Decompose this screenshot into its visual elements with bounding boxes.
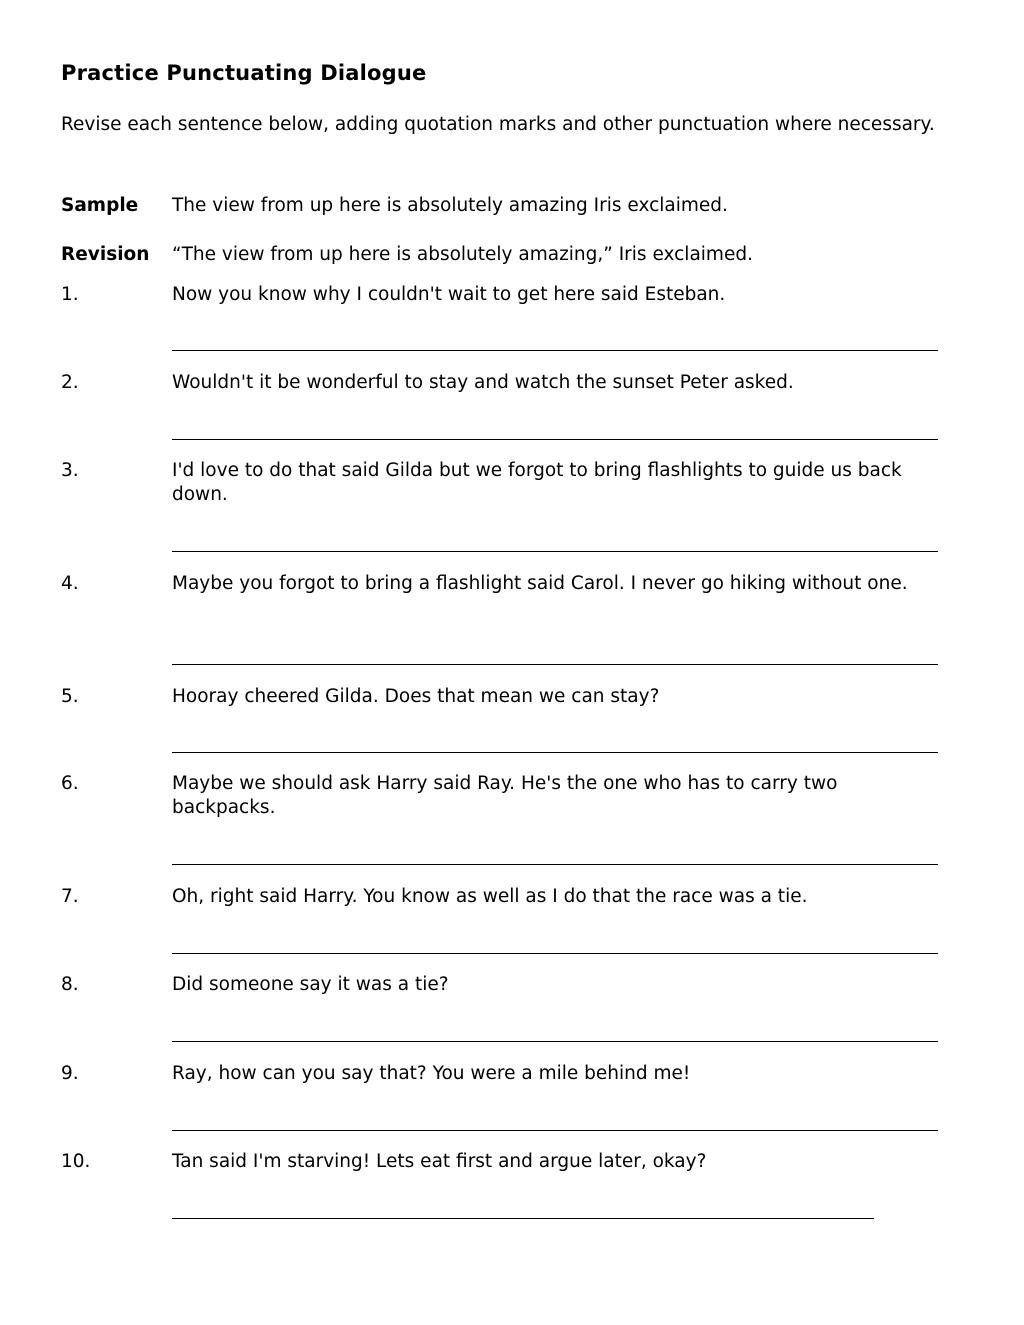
question-number: 2.: [61, 372, 79, 393]
answer-line[interactable]: [172, 1218, 874, 1219]
question-text: Tan said I'm starving! Lets eat first and argue later, okay?: [172, 1151, 707, 1172]
answer-line[interactable]: [172, 752, 938, 753]
answer-line[interactable]: [172, 953, 938, 954]
revision-label: Revision: [61, 244, 150, 265]
question-text: I'd love to do that said Gilda but we forgot to bring flashlights to guide us back down.: [172, 460, 902, 505]
sample-text: The view from up here is absolutely amazing Iris exclaimed.: [172, 195, 728, 216]
answer-line[interactable]: [172, 1130, 938, 1131]
question-text: Wouldn't it be wonderful to stay and watch the sunset Peter asked.: [172, 372, 794, 393]
sample-label: Sample: [61, 195, 139, 216]
question-number: 1.: [61, 284, 79, 305]
question-number: 3.: [61, 460, 79, 481]
question-number: 9.: [61, 1063, 79, 1084]
answer-line[interactable]: [172, 551, 938, 552]
revision-text: “The view from up here is absolutely amazing,” Iris exclaimed.: [172, 244, 753, 265]
page-title: Practice Punctuating Dialogue: [61, 61, 427, 85]
question-number: 8.: [61, 974, 79, 995]
question-text: Did someone say it was a tie?: [172, 974, 449, 995]
question-number: 7.: [61, 886, 79, 907]
question-number: 4.: [61, 573, 79, 594]
question-text: Oh, right said Harry. You know as well as I do that the race was a tie.: [172, 886, 808, 907]
answer-line[interactable]: [172, 439, 938, 440]
instructions: Revise each sentence below, adding quotation marks and other punctuation where necessary.: [61, 114, 935, 135]
answer-line[interactable]: [172, 350, 938, 351]
question-text: Hooray cheered Gilda. Does that mean we can stay?: [172, 686, 660, 707]
question-number: 6.: [61, 773, 79, 794]
answer-line[interactable]: [172, 1041, 938, 1042]
question-number: 10.: [61, 1151, 91, 1172]
question-text: Maybe you forgot to bring a flashlight said Carol. I never go hiking without one.: [172, 573, 908, 594]
answer-line[interactable]: [172, 864, 938, 865]
question-text: Ray, how can you say that? You were a mile behind me!: [172, 1063, 691, 1084]
question-text: Maybe we should ask Harry said Ray. He's the one who has to carry two backpacks.: [172, 773, 838, 818]
question-text: Now you know why I couldn't wait to get here said Esteban.: [172, 284, 726, 305]
answer-line[interactable]: [172, 664, 938, 665]
question-number: 5.: [61, 686, 79, 707]
